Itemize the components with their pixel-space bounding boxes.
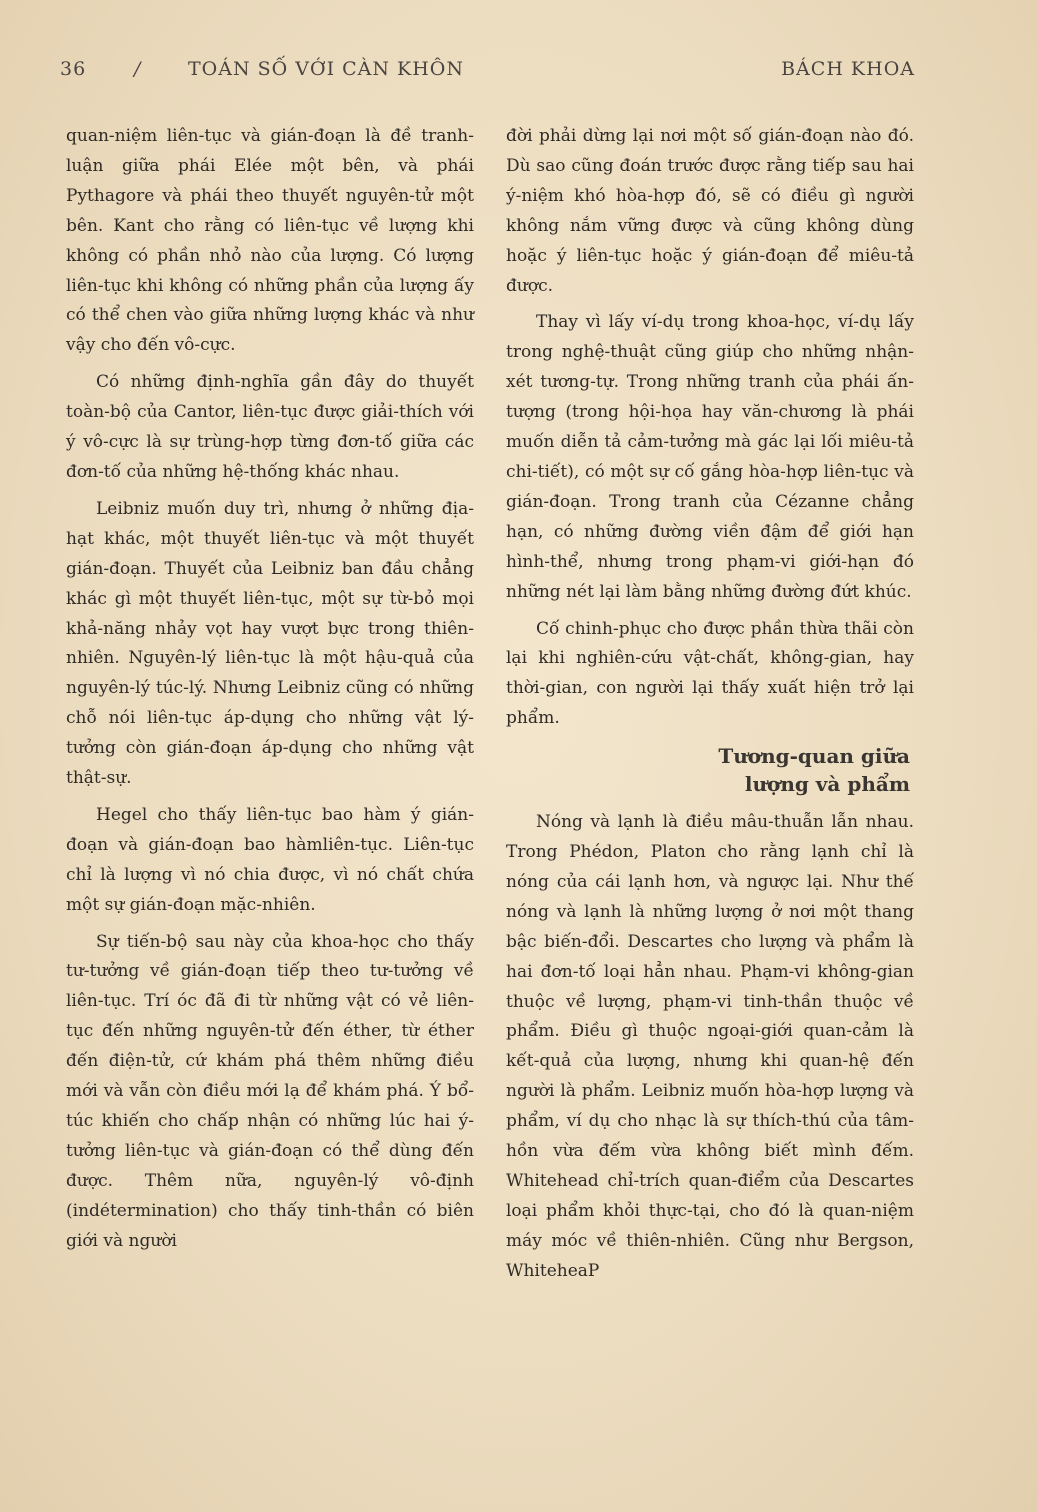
left-column bbox=[66, 122, 474, 1264]
running-header bbox=[60, 58, 915, 88]
section-heading-line: Tương-quan giữa bbox=[718, 744, 910, 769]
header-separator: / bbox=[134, 58, 142, 80]
section-heading-line: lượng và phẩm bbox=[744, 772, 910, 797]
right-column bbox=[506, 122, 914, 1294]
paragraph: đời phải dừng lại nơi một số gián-đoạn nào đó. Dù sao cũng đoán trước được rằng tiếp sau hai ý-niệm khó hòa-hợp đó, sẽ có điều gì người không nắm vững được và cũng không dùng hoặc ý liên-tục hoặc ý gián-đoạn để miêu-tả được. bbox=[506, 126, 914, 296]
paragraph: Cố chinh-phục cho được phần thừa thãi còn lại khi nghiên-cứu vật-chất, không-gian, hay thời-gian, con người lại thấy xuất hiện trở lại phẩm. bbox=[506, 618, 914, 729]
page-number: 36 bbox=[60, 58, 87, 80]
paragraph: Nóng và lạnh là điều mâu-thuẫn lẫn nhau. Trong Phédon, Platon cho rằng lạnh chỉ là nóng của cái lạnh hơn, và ngược lại. Như thế nóng và lạnh là những lượng ở nơi một thang bậc biến-đổi. Descartes cho lượng và phẩm là hai đơn-tố loại hẳn nhau. Phạm-vi không-gian thuộc về lượng, phạm-vi tinh-thần thuộc về phẩm. Điều gì thuộc ngoại-giới quan-cảm là kết-quả của lượng, nhưng khi quan-hệ đến người là phẩm. Leibniz muốn hòa-hợp lượng và phẩm, ví dụ cho nhạc là sự thích-thú của tâm-hồn vừa đếm vừa không biết mình đếm. Whitehead chỉ-trích quan-điểm của Descartes loại phẩm khỏi thực-tại, cho đó là quan-niệm máy móc về thiên-nhiên. Cũng như Bergson, WhiteheaP bbox=[506, 812, 914, 1281]
paragraph: Có những định-nghĩa gần đây do thuyết toàn-bộ của Cantor, liên-tục được giải-thích với ý vô-cực là sự trùng-hợp từng đơn-tố giữa các đơn-tố của những hệ-thống khác nhau. bbox=[66, 372, 474, 482]
paragraph: Sự tiến-bộ sau này của khoa-học cho thấy tư-tưởng về gián-đoạn tiếp theo tư-tưởng về liên-tục. Trí óc đã đi từ những vật có vẻ liên-tục đến những nguyên-tử đến éther, từ éther đến điện-tử, cứ khám phá thêm những điều mới và vẫn còn điều mới lạ để khám phá. Ý bổ-túc khiến cho chấp nhận có những lúc hai ý-tưởng liên-tục và gián-đoạn có thể dùng đến được. Thêm nữa, nguyên-lý vô-định (indétermination) cho thấy tinh-thần có biên giới và người bbox=[66, 931, 474, 1251]
magazine-name: BÁCH KHOA bbox=[781, 58, 915, 80]
paragraph: Leibniz muốn duy trì, nhưng ở những địa-hạt khác, một thuyết liên-tục và một thuyết gián-đoạn. Thuyết của Leibniz ban đầu chẳng khác gì một thuyết liên-tục, một sự từ-bỏ mọi khả-năng nhảy vọt hay vượt bực trong thiên-nhiên. Nguyên-lý liên-tục là một hậu-quả của nguyên-lý túc-lý. Nhưng Leibniz cũng có những chỗ nói liên-tục áp-dụng cho những vật lý-tưởng còn gián-đoạn áp-dụng cho những vật thật-sự. bbox=[66, 498, 474, 789]
article-title: TOÁN SỐ VỚI CÀN KHÔN bbox=[188, 58, 464, 80]
paragraph: Thay vì lấy ví-dụ trong khoa-học, ví-dụ lấy trong nghệ-thuật cũng giúp cho những nhận-xét tương-tự. Trong những tranh của phái ấn-tượng (trong hội-họa hay văn-chương là phái muốn diễn tả cảm-tưởng mà gác lại lối miêu-tả chi-tiết), có một sự cố gắng hòa-hợp liên-tục và gián-đoạn. Trong tranh của Cézanne chẳng hạn, có những đường viền đậm để giới hạn hình-thể, nhưng trong phạm-vi giới-hạn đó những nét lại làm bằng những đường đứt khúc. bbox=[506, 312, 914, 602]
paragraph: quan-niệm liên-tục và gián-đoạn là đề tranh-luận giữa phái Elée một bên, và phái Pythagore và phái theo thuyết nguyên-tử một bên. Kant cho rằng có liên-tục về lượng khi không có phần nhỏ nào của lượng. Có lượng liên-tục khi không có những phần của lượng ấy có thể chen vào giữa những lượng khác và như vậy cho đến vô-cực. bbox=[66, 126, 474, 356]
paragraph: Hegel cho thấy liên-tục bao hàm ý gián-đoạn và gián-đoạn bao hàmliên-tục. Liên-tục chỉ là lượng vì nó chia được, vì nó chất chứa một sự gián-đoạn mặc-nhiên. bbox=[66, 804, 474, 915]
section-heading bbox=[506, 742, 910, 798]
